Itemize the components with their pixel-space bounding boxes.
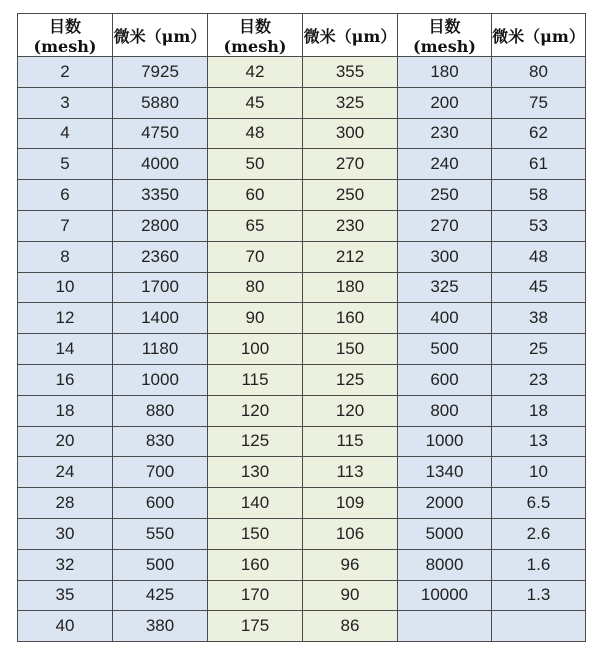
table-row (18, 580, 586, 611)
micron-cell: 18 (492, 395, 586, 426)
mesh-cell: 175 (208, 611, 303, 642)
micron-cell: 300 (303, 118, 398, 149)
mesh-cell: 8 (18, 241, 113, 272)
micron-cell: 325 (303, 87, 398, 118)
mesh-cell: 5 (18, 149, 113, 180)
mesh-cell: 18 (18, 395, 113, 426)
micron-cell: 2360 (113, 241, 208, 272)
mesh-cell: 28 (18, 488, 113, 519)
header-mesh-1: 目数(mesh) (18, 14, 113, 57)
micron-cell (492, 611, 586, 642)
micron-cell: 96 (303, 549, 398, 580)
mesh-cell: 50 (208, 149, 303, 180)
table-row (18, 457, 586, 488)
micron-cell: 90 (303, 580, 398, 611)
micron-cell: 425 (113, 580, 208, 611)
micron-cell: 61 (492, 149, 586, 180)
micron-cell: 45 (492, 272, 586, 303)
mesh-cell: 12 (18, 303, 113, 334)
micron-cell: 5880 (113, 87, 208, 118)
mesh-cell: 115 (208, 364, 303, 395)
micron-cell: 1000 (113, 364, 208, 395)
mesh-cell: 45 (208, 87, 303, 118)
mesh-cell: 4 (18, 118, 113, 149)
micron-cell: 180 (303, 272, 398, 303)
mesh-cell: 120 (208, 395, 303, 426)
micron-cell: 109 (303, 488, 398, 519)
mesh-cell: 5000 (398, 518, 492, 549)
micron-cell: 25 (492, 334, 586, 365)
micron-cell: 4750 (113, 118, 208, 149)
table-row (18, 57, 586, 88)
micron-cell: 6.5 (492, 488, 586, 519)
table-row (18, 87, 586, 118)
mesh-cell: 2 (18, 57, 113, 88)
micron-cell: 1400 (113, 303, 208, 334)
header-micron-2: 微米（μm） (303, 14, 398, 57)
micron-cell: 58 (492, 180, 586, 211)
table-row (18, 518, 586, 549)
mesh-cell: 3 (18, 87, 113, 118)
micron-cell: 115 (303, 426, 398, 457)
micron-cell: 125 (303, 364, 398, 395)
mesh-cell: 500 (398, 334, 492, 365)
table-row (18, 118, 586, 149)
mesh-cell: 1000 (398, 426, 492, 457)
micron-cell: 2.6 (492, 518, 586, 549)
micron-cell: 113 (303, 457, 398, 488)
micron-cell: 2800 (113, 210, 208, 241)
mesh-cell: 230 (398, 118, 492, 149)
mesh-cell: 24 (18, 457, 113, 488)
mesh-cell: 240 (398, 149, 492, 180)
mesh-cell: 200 (398, 87, 492, 118)
micron-cell: 1.3 (492, 580, 586, 611)
mesh-cell: 130 (208, 457, 303, 488)
mesh-cell: 150 (208, 518, 303, 549)
mesh-cell: 35 (18, 580, 113, 611)
micron-cell: 212 (303, 241, 398, 272)
mesh-cell: 20 (18, 426, 113, 457)
micron-cell: 13 (492, 426, 586, 457)
micron-cell: 106 (303, 518, 398, 549)
mesh-cell: 80 (208, 272, 303, 303)
micron-cell: 230 (303, 210, 398, 241)
mesh-cell: 160 (208, 549, 303, 580)
mesh-cell: 140 (208, 488, 303, 519)
micron-cell: 120 (303, 395, 398, 426)
mesh-cell: 40 (18, 611, 113, 642)
micron-cell: 4000 (113, 149, 208, 180)
micron-cell: 550 (113, 518, 208, 549)
micron-cell: 1180 (113, 334, 208, 365)
micron-cell: 3350 (113, 180, 208, 211)
micron-cell: 355 (303, 57, 398, 88)
micron-cell: 700 (113, 457, 208, 488)
mesh-cell: 6 (18, 180, 113, 211)
micron-cell: 62 (492, 118, 586, 149)
table-row (18, 549, 586, 580)
mesh-cell: 325 (398, 272, 492, 303)
mesh-cell: 60 (208, 180, 303, 211)
mesh-cell: 180 (398, 57, 492, 88)
table-row (18, 180, 586, 211)
mesh-cell: 270 (398, 210, 492, 241)
table-body (18, 57, 586, 642)
mesh-cell: 170 (208, 580, 303, 611)
header-row (18, 14, 586, 57)
micron-cell: 380 (113, 611, 208, 642)
mesh-cell: 400 (398, 303, 492, 334)
mesh-cell: 70 (208, 241, 303, 272)
micron-cell: 75 (492, 87, 586, 118)
mesh-cell: 2000 (398, 488, 492, 519)
mesh-cell: 42 (208, 57, 303, 88)
micron-cell: 600 (113, 488, 208, 519)
micron-cell: 53 (492, 210, 586, 241)
micron-cell: 86 (303, 611, 398, 642)
mesh-cell: 14 (18, 334, 113, 365)
table-row (18, 364, 586, 395)
mesh-cell: 65 (208, 210, 303, 241)
mesh-cell: 300 (398, 241, 492, 272)
micron-cell: 80 (492, 57, 586, 88)
micron-cell: 270 (303, 149, 398, 180)
table-row (18, 334, 586, 365)
micron-cell: 500 (113, 549, 208, 580)
table-row (18, 611, 586, 642)
mesh-cell: 100 (208, 334, 303, 365)
micron-cell: 250 (303, 180, 398, 211)
mesh-cell: 16 (18, 364, 113, 395)
micron-cell: 150 (303, 334, 398, 365)
micron-cell: 10 (492, 457, 586, 488)
header-mesh-2: 目数(mesh) (208, 14, 303, 57)
table-row (18, 488, 586, 519)
micron-cell: 830 (113, 426, 208, 457)
micron-cell: 7925 (113, 57, 208, 88)
mesh-cell: 90 (208, 303, 303, 334)
micron-cell: 23 (492, 364, 586, 395)
mesh-cell: 30 (18, 518, 113, 549)
table-row (18, 272, 586, 303)
mesh-conversion-table-container (17, 13, 586, 642)
mesh-cell: 48 (208, 118, 303, 149)
micron-cell: 38 (492, 303, 586, 334)
micron-cell: 1.6 (492, 549, 586, 580)
micron-cell: 160 (303, 303, 398, 334)
header-mesh-3: 目数(mesh) (398, 14, 492, 57)
table-row (18, 149, 586, 180)
table-row (18, 210, 586, 241)
header-micron-1: 微米（μm） (113, 14, 208, 57)
mesh-cell: 10000 (398, 580, 492, 611)
header-micron-3: 微米（μm） (492, 14, 586, 57)
mesh-cell: 10 (18, 272, 113, 303)
mesh-cell: 1340 (398, 457, 492, 488)
mesh-cell: 800 (398, 395, 492, 426)
micron-cell: 880 (113, 395, 208, 426)
mesh-cell: 250 (398, 180, 492, 211)
mesh-cell: 125 (208, 426, 303, 457)
mesh-cell: 32 (18, 549, 113, 580)
table-row (18, 395, 586, 426)
mesh-to-micron-table (17, 13, 586, 642)
mesh-cell (398, 611, 492, 642)
mesh-cell: 7 (18, 210, 113, 241)
mesh-cell: 8000 (398, 549, 492, 580)
mesh-cell: 600 (398, 364, 492, 395)
table-row (18, 303, 586, 334)
table-row (18, 241, 586, 272)
micron-cell: 48 (492, 241, 586, 272)
micron-cell: 1700 (113, 272, 208, 303)
table-row (18, 426, 586, 457)
